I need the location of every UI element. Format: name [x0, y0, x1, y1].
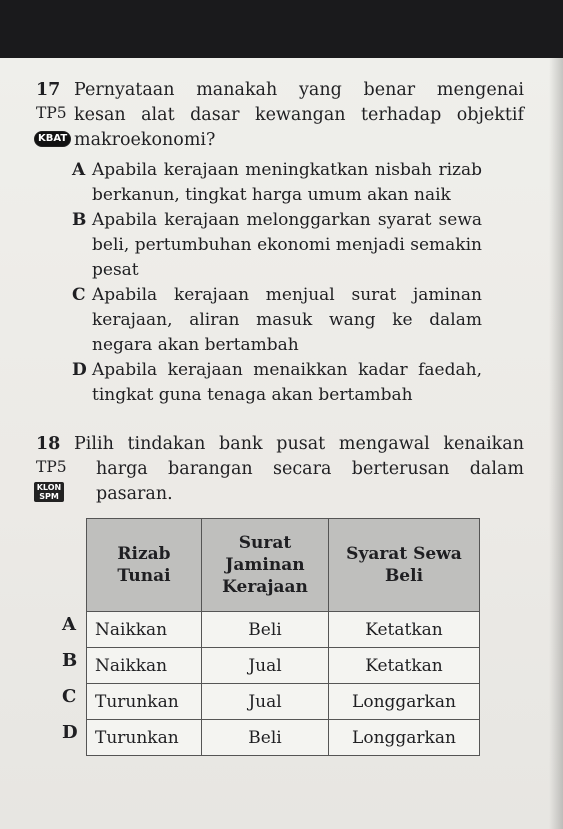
table-row[interactable]	[87, 720, 480, 756]
table-cell: Beli	[202, 720, 329, 756]
row-label-a[interactable]: A	[62, 614, 76, 635]
question-line-2: kesan alat dasar kewangan terhadap objektif	[74, 105, 524, 125]
option-label: B	[72, 210, 87, 230]
option-text: Apabila kerajaan menaikkan kadar faedah, tingkat guna tenaga akan bertambah	[92, 360, 482, 405]
option-a[interactable]	[72, 158, 482, 208]
dark-top-background	[0, 0, 563, 58]
header-syarat-sewa-beli: Syarat Sewa Beli	[329, 519, 480, 612]
table-row[interactable]	[87, 612, 480, 648]
answer-table	[86, 518, 480, 756]
question-17	[36, 78, 526, 158]
table-cell: Naikkan	[87, 612, 202, 648]
row-label-d[interactable]: D	[62, 722, 78, 743]
klon-spm-badge	[34, 482, 64, 502]
question-number: 18	[36, 434, 61, 454]
option-text: Apabila kerajaan melonggarkan syarat sewa beli, pertumbuhan ekonomi menjadi semakin pesat	[92, 210, 482, 280]
tp-level-tag: TP5	[36, 458, 67, 476]
table-cell: Turunkan	[87, 720, 202, 756]
option-label: D	[72, 360, 87, 380]
table-cell: Beli	[202, 612, 329, 648]
header-surat-jaminan: Surat Jaminan Kerajaan	[202, 519, 329, 612]
table-row[interactable]	[87, 648, 480, 684]
question-number: 17	[36, 80, 61, 100]
table-cell: Ketatkan	[329, 648, 480, 684]
question-line-3: makroekonomi?	[74, 130, 216, 150]
option-text: Apabila kerajaan menjual surat jaminan kerajaan, aliran masuk wang ke dalam negara akan bertambah	[92, 285, 482, 355]
option-text: Apabila kerajaan meningkatkan nisbah rizab berkanun, tingkat harga umum akan naik	[92, 160, 482, 205]
badge-top-text: KLON	[36, 483, 62, 492]
table-cell: Longgarkan	[329, 684, 480, 720]
question-line-3: pasaran.	[96, 484, 173, 504]
row-label-b[interactable]: B	[62, 650, 78, 671]
table-cell: Turunkan	[87, 684, 202, 720]
table-header-row	[87, 519, 480, 612]
option-b[interactable]	[72, 208, 482, 283]
page-edge-shadow	[549, 58, 563, 829]
header-rizab-tunai: Rizab Tunai	[87, 519, 202, 612]
table-cell: Longgarkan	[329, 720, 480, 756]
tp-level-tag: TP5	[36, 104, 67, 122]
question-18	[36, 432, 526, 512]
badge-bottom-text: SPM	[39, 492, 59, 501]
kbat-badge: KBAT	[34, 131, 71, 147]
option-label: A	[72, 160, 86, 180]
table-cell: Jual	[202, 684, 329, 720]
table-cell: Naikkan	[87, 648, 202, 684]
question-line-1: Pernyataan manakah yang benar mengenai	[74, 80, 524, 100]
question-line-2: harga barangan secara berterusan dalam	[96, 459, 524, 479]
row-label-c[interactable]: C	[62, 686, 77, 707]
option-label: C	[72, 285, 86, 305]
table-cell: Jual	[202, 648, 329, 684]
table-cell: Ketatkan	[329, 612, 480, 648]
option-d[interactable]	[72, 358, 482, 408]
question-line-1: Pilih tindakan bank pusat mengawal kenaikan	[74, 434, 524, 454]
option-c[interactable]	[72, 283, 482, 358]
table-row[interactable]	[87, 684, 480, 720]
